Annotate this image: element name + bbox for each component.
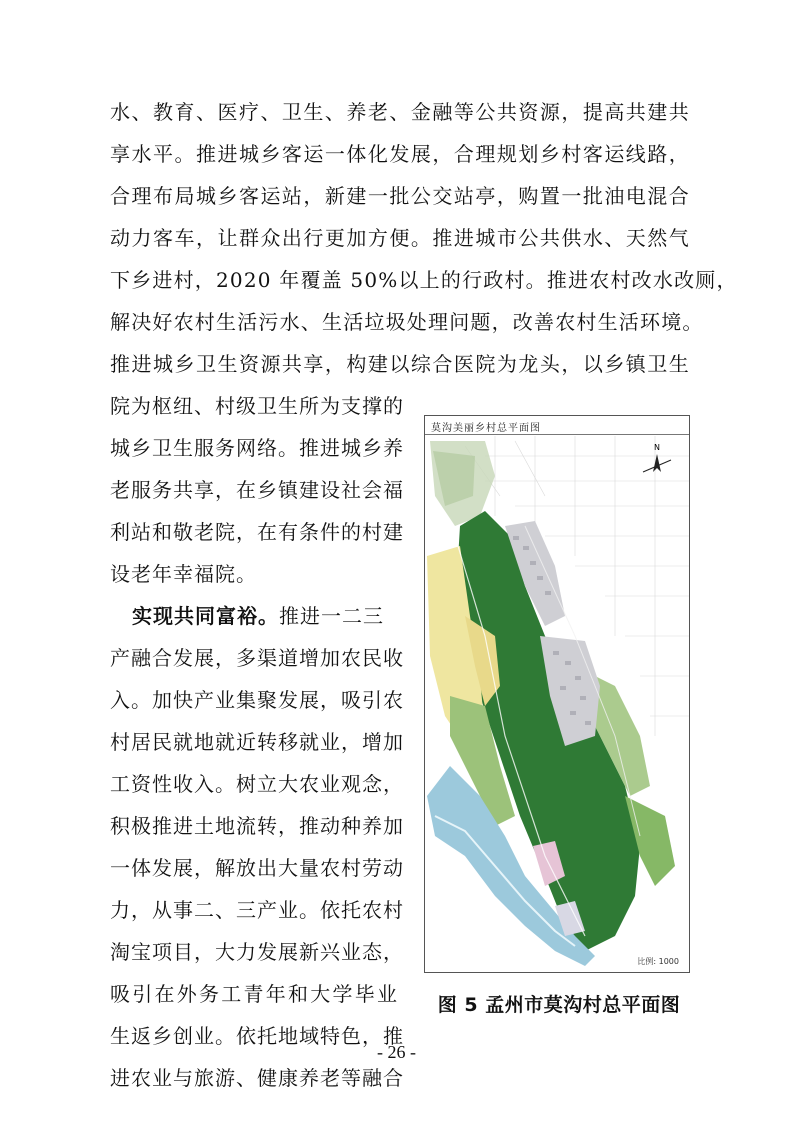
text-line: 产融合发展，多渠道增加农民收: [110, 646, 404, 670]
text-line: 下乡进村，2020 年覆盖 50%以上的行政村。推进农村改水改厕，: [110, 268, 738, 292]
section-heading: 实现共同富裕。: [132, 604, 279, 628]
text-line: 一体发展，解放出大量农村劳动: [110, 856, 404, 880]
text-line: 入。加快产业集聚发展，吸引农: [110, 688, 404, 712]
master-plan-figure: [424, 415, 690, 973]
text-line: 解决好农村生活污水、生活垃圾处理问题，改善农村生活环境。: [110, 310, 704, 334]
text-line: 村居民就地就近转移就业，增加: [110, 730, 404, 754]
master-plan-map: [425, 436, 689, 972]
north-label: N: [654, 443, 660, 452]
text-line: 工资性收入。树立大农业观念，: [110, 772, 404, 796]
text-line: 进农业与旅游、健康养老等融合: [110, 1066, 404, 1090]
text-line: 力，从事二、三产业。依托农村: [110, 898, 404, 922]
figure-caption: 图 5 孟州市莫沟村总平面图: [437, 994, 681, 1016]
map-title: 莫沟美丽乡村总平面图: [431, 423, 541, 434]
text-line: 城乡卫生服务网络。推进城乡养: [110, 436, 404, 460]
text-line: 淘宝项目，大力发展新兴业态，: [110, 940, 404, 964]
text-line: 合理布局城乡客运站，新建一批公交站亭，购置一批油电混合: [110, 184, 690, 208]
text-line: 设老年幸福院。: [110, 562, 257, 586]
text-line: 推进一二三: [279, 604, 384, 628]
north-arrow-icon: [643, 454, 671, 472]
section-first-line: [132, 601, 398, 631]
text-line: 积极推进土地流转，推动种养加: [110, 814, 404, 838]
text-line: 吸引在外务工青年和大学毕业: [110, 982, 398, 1006]
text-line: 生返乡创业。依托地域特色，推: [110, 1024, 404, 1048]
map-title-divider: [425, 434, 689, 435]
text-line: 水、教育、医疗、卫生、养老、金融等公共资源，提高共建共: [110, 100, 690, 124]
text-line: 动力客车，让群众出行更加方便。推进城市公共供水、天然气: [110, 226, 690, 250]
text-line: 享水平。推进城乡客运一体化发展，合理规划乡村客运线路，: [110, 142, 690, 166]
text-line: 推进城乡卫生资源共享，构建以综合医院为龙头，以乡镇卫生: [110, 352, 690, 376]
map-scale: 比例: 1000: [637, 957, 679, 966]
text-line: 院为枢纽、村级卫生所为支撑的: [110, 394, 404, 418]
text-line: 老服务共享，在乡镇建设社会福: [110, 478, 404, 502]
page-number: - 26 -: [377, 1042, 416, 1062]
text-line: 利站和敬老院，在有条件的村建: [110, 520, 404, 544]
